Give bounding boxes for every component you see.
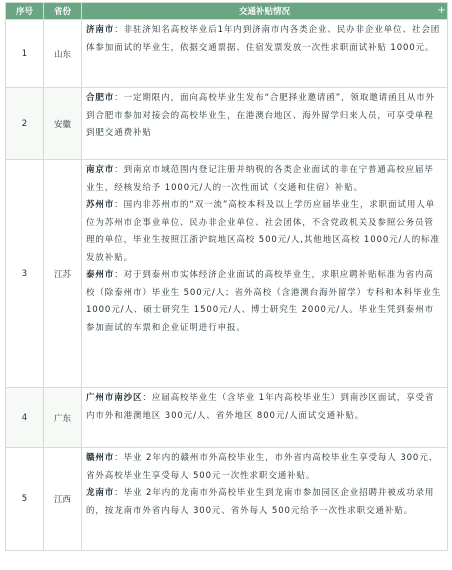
subsidy-paragraph	[86, 267, 443, 337]
table-row	[6, 388, 448, 448]
row-subsidy-content	[82, 20, 448, 88]
header-subsidy-info: 交通补贴情况	[82, 3, 448, 20]
table-row	[6, 20, 448, 88]
row-subsidy-content	[82, 160, 448, 388]
subsidy-paragraph	[86, 197, 443, 267]
table-header-row	[6, 3, 448, 20]
row-number: 3	[6, 160, 44, 388]
city-name: 广州市南沙区	[86, 393, 143, 403]
city-name: 南京市	[86, 165, 115, 175]
subsidy-table-page	[5, 2, 447, 566]
row-province: 江西	[44, 448, 82, 551]
subsidy-paragraph	[86, 390, 443, 425]
row-number: 1	[6, 20, 44, 88]
row-subsidy-content	[82, 388, 448, 448]
subsidy-text: ：毕业 2年内的赣州市外高校毕业生，市外省内高校毕业生享受每人 300元、省外高校毕业生享受每人 500元一次性求职交通补贴。	[86, 453, 439, 481]
subsidy-text: ：对于到泰州市实体经济企业面试的高校毕业生，求职应聘补贴标准为省内高校（除泰州市）毕业生 500元/人；省外高校（含港澳台海外留学）专科和本科毕业生 1000元/人、硕士研究生 1500元/人、博士研究生 2000元/人。毕业生凭到泰州市参加面试的车票和企业证明进行申报。	[86, 270, 442, 333]
header-province: 省份	[44, 3, 82, 20]
subsidy-paragraph	[86, 485, 443, 520]
row-number: 4	[6, 388, 44, 448]
row-province: 山东	[44, 20, 82, 88]
subsidy-paragraph	[86, 450, 443, 485]
subsidy-text: ：非驻济知名高校毕业后1年内到济南市内各类企业、民办非企业单位、社会团体参加面试的毕业生，依据交通票据、住宿发票发放一次性求职面试补贴 1000元。	[86, 25, 441, 53]
subsidy-text: ：国内非苏州市的“双一流”高校本科及以上学历应届毕业生，求职面试用人单位为苏州市企事业单位、民办非企业单位、社会团体，不含党政机关及参照公务员管理的单位，毕业生按照江浙沪皖地区高校 500元/人,其他地区高校 1000元/人的标准发放补贴。	[86, 200, 440, 263]
subsidy-table	[5, 2, 448, 551]
subsidy-text: ：应届高校毕业生（含毕业 1年内高校毕业生）到南沙区面试，享受省内市外和港澳地区 300元/人、省外地区 800元/人面试交通补贴。	[86, 393, 435, 421]
city-name: 合肥市	[86, 93, 115, 103]
city-name: 赣州市	[86, 453, 115, 463]
row-number: 2	[6, 88, 44, 160]
row-number: 5	[6, 448, 44, 551]
header-no: 序号	[6, 3, 44, 20]
subsidy-text: ：毕业 2年内的龙南市外高校毕业生到龙南市参加园区企业招聘并被成功录用的，按龙南市外省内每人 300元、省外每人 500元给予一次性求职交通补贴。	[86, 488, 435, 516]
row-subsidy-content	[82, 88, 448, 160]
subsidy-text: ：一定期限内，面向高校毕业生发布“合肥择业邀请函”，领取邀请函且从市外到合肥市参加对接会的高校毕业生，在港澳台地区、海外留学归来人员，可享受单程到肥交通费补贴	[86, 93, 436, 138]
city-name: 苏州市	[86, 200, 115, 210]
city-name: 泰州市	[86, 270, 115, 280]
row-province: 广东	[44, 388, 82, 448]
row-province: 江苏	[44, 160, 82, 388]
city-name: 龙南市	[86, 488, 115, 498]
subsidy-text: ：到南京市域范围内登记注册并纳税的各类企业面试的非在宁普通高校应届毕业生，经核发给予 1000元/人的一次性面试（交通和住宿）补贴。	[86, 165, 434, 193]
table-row	[6, 160, 448, 388]
subsidy-paragraph	[86, 162, 443, 197]
city-name: 济南市	[86, 25, 115, 35]
table-body	[6, 20, 448, 551]
row-subsidy-content	[82, 448, 448, 551]
subsidy-paragraph	[86, 22, 443, 57]
row-province: 安徽	[44, 88, 82, 160]
subsidy-paragraph	[86, 90, 443, 143]
table-row	[6, 88, 448, 160]
expand-plus-icon[interactable]: +	[437, 5, 446, 16]
table-row	[6, 448, 448, 551]
